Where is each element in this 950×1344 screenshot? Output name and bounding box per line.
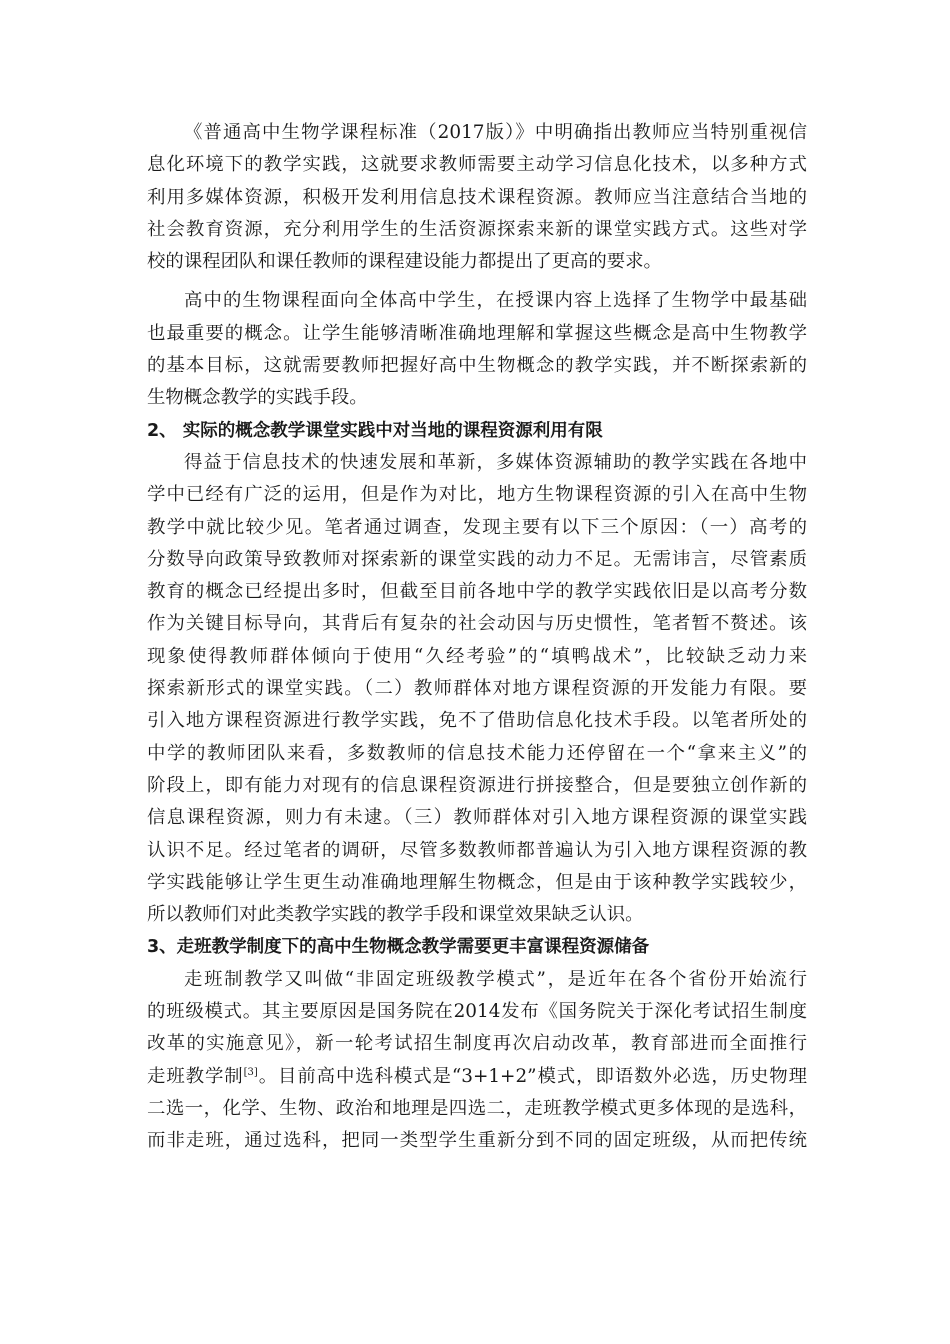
text-line: 分数导向政策导致教师对探索新的课堂实践的动力不足。无需讳言，尽管素质	[147, 548, 807, 570]
text-line: 《普通高中生物学课程标准（2017版）》中明确指出教师应当特别重视信	[184, 122, 807, 143]
text-line: 阶段上，即有能力对现有的信息课程资源进行拼接整合，但是要独立创作新的	[147, 774, 807, 796]
text-line: 改革的实施意见》，新一轮考试招生制度再次启动改革，教育部进而全面推行	[147, 1033, 807, 1055]
text-line: 教育的概念已经提出多时，但截至目前各地中学的教学实践依旧是以高考分数	[147, 581, 807, 603]
text-line: 信息课程资源，则力有未逮。（三）教师群体对引入地方课程资源的课堂实践	[147, 807, 807, 829]
text-line: 也最重要的概念。让学生能够清晰准确地理解和掌握这些概念是高中生物教学	[147, 322, 807, 344]
text-line: 作为关键目标导向，其背后有复杂的社会动因与历史惯性，笔者暂不赘述。该	[147, 613, 807, 635]
text-line: 生物概念教学的实践手段。	[147, 387, 368, 409]
text-segment: 。目前高中选科模式是“3+1+2”模式，即语数外必选，历史物理	[257, 1065, 807, 1087]
text-line: 探索新形式的课堂实践。（二）教师群体对地方课程资源的开发能力有限。要	[147, 678, 807, 700]
text-line: 高中的生物课程面向全体高中学生，在授课内容上选择了生物学中最基础	[184, 290, 807, 312]
text-line-with-citation	[147, 1061, 807, 1093]
text-line: 现象使得教师群体倾向于使用“久经考验”的“填鸭战术”，比较缺乏动力来	[147, 645, 807, 667]
text-line: 走班制教学又叫做“非固定班级教学模式”，是近年在各个省份开始流行	[184, 968, 807, 990]
text-line: 息化环境下的教学实践，这就要求教师需要主动学习信息化技术，以多种方式	[147, 154, 807, 176]
text-line: 学实践能够让学生更生动准确地理解生物概念，但是由于该种教学实践较少，	[147, 871, 807, 893]
citation-reference[interactable]: [3]	[243, 1066, 258, 1078]
text-line: 社会教育资源，充分利用学生的生活资源探索来新的课堂实践方式。这些对学	[147, 218, 807, 240]
text-line: 二选一，化学、生物、政治和地理是四选二，走班教学模式更多体现的是选科，	[147, 1097, 807, 1119]
text-line: 认识不足。经过笔者的调研，尽管多数教师都普遍认为引入地方课程资源的教	[147, 839, 807, 861]
text-line: 引入地方课程资源进行教学实践，免不了借助信息化技术手段。以笔者所处的	[147, 710, 807, 732]
text-line: 得益于信息技术的快速发展和革新，多媒体资源辅助的教学实践在各地中	[184, 451, 807, 473]
paragraph-biology-concepts	[147, 285, 807, 414]
paragraph-three-reasons	[147, 447, 807, 931]
section-heading-2: 2、 实际的概念教学课堂实践中对当地的课程资源利用有限	[147, 420, 603, 441]
text-line: 利用多媒体资源，积极开发利用信息技术课程资源。教师应当注意结合当地的	[147, 186, 807, 208]
section-heading-3: 3、走班教学制度下的高中生物概念教学需要更丰富课程资源储备	[147, 937, 650, 958]
text-line: 学中已经有广泛的运用，但是作为对比，地方生物课程资源的引入在高中生物	[147, 484, 807, 506]
document-body	[147, 117, 807, 1158]
text-line: 的基本目标，这就需要教师把握好高中生物概念的教学实践，并不断探索新的	[147, 355, 807, 377]
text-line: 中学的教师团队来看，多数教师的信息技术能力还停留在一个“拿来主义”的	[147, 742, 807, 764]
text-line: 而非走班，通过选科，把同一类型学生重新分到不同的固定班级，从而把传统	[147, 1130, 807, 1152]
text-segment: 走班教学制	[147, 1065, 244, 1087]
paragraph-walking-class-system	[147, 964, 807, 1158]
paragraph-gap	[147, 278, 807, 285]
text-line: 校的课程团队和课任教师的课程建设能力都提出了更高的要求。	[147, 251, 662, 273]
text-line: 所以教师们对此类教学实践的教学手段和课堂效果缺乏认识。	[147, 904, 644, 926]
paragraph-curriculum-standard	[147, 117, 807, 278]
text-line: 教学中就比较少见。笔者通过调查，发现主要有以下三个原因：（一）高考的	[147, 516, 807, 538]
text-line: 的班级模式。其主要原因是国务院在2014发布《国务院关于深化考试招生制度	[147, 1001, 807, 1023]
